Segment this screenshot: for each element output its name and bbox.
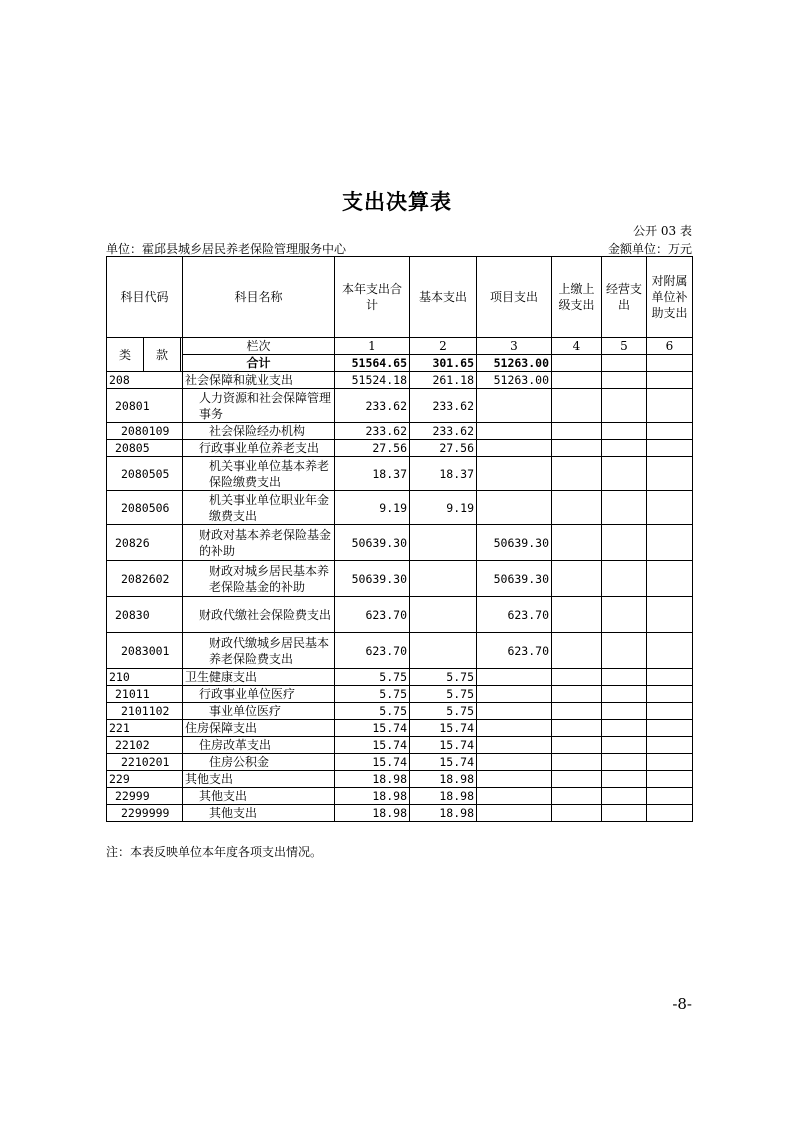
row-name: 社会保险经办机构 bbox=[183, 423, 335, 440]
row-empty-cell bbox=[552, 805, 602, 822]
row-empty-cell bbox=[647, 788, 693, 805]
row-project bbox=[477, 788, 552, 805]
col-index-5: 5 bbox=[602, 338, 647, 355]
row-empty-cell bbox=[552, 754, 602, 771]
row-project bbox=[477, 737, 552, 754]
row-project bbox=[477, 669, 552, 686]
table-row bbox=[107, 771, 693, 788]
row-total: 623.70 bbox=[335, 597, 410, 633]
row-empty-cell bbox=[647, 525, 693, 561]
row-total: 15.74 bbox=[335, 754, 410, 771]
row-basic: 15.74 bbox=[410, 720, 477, 737]
row-basic: 18.98 bbox=[410, 805, 477, 822]
row-empty-cell bbox=[647, 703, 693, 720]
column-index-row bbox=[107, 338, 693, 355]
row-empty-cell bbox=[647, 597, 693, 633]
row-total: 50639.30 bbox=[335, 525, 410, 561]
row-empty-cell bbox=[647, 633, 693, 669]
row-code: 20805 bbox=[107, 440, 183, 457]
row-basic: 15.74 bbox=[410, 737, 477, 754]
table-row bbox=[107, 703, 693, 720]
row-empty-cell bbox=[602, 597, 647, 633]
row-name: 行政事业单位医疗 bbox=[183, 686, 335, 703]
row-total: 15.74 bbox=[335, 720, 410, 737]
row-empty-cell bbox=[647, 372, 693, 389]
table-row bbox=[107, 525, 693, 561]
row-total: 5.75 bbox=[335, 686, 410, 703]
row-basic: 18.98 bbox=[410, 771, 477, 788]
table-row bbox=[107, 754, 693, 771]
row-total: 15.74 bbox=[335, 737, 410, 754]
row-code: 221 bbox=[107, 720, 183, 737]
total-project: 51263.00 bbox=[477, 355, 552, 372]
row-basic: 5.75 bbox=[410, 669, 477, 686]
row-empty-cell bbox=[647, 771, 693, 788]
row-project bbox=[477, 805, 552, 822]
row-empty-cell bbox=[602, 686, 647, 703]
row-project: 623.70 bbox=[477, 633, 552, 669]
row-empty-cell bbox=[647, 440, 693, 457]
row-empty-cell bbox=[602, 771, 647, 788]
row-code: 20826 bbox=[107, 525, 183, 561]
table-row bbox=[107, 633, 693, 669]
row-empty-cell bbox=[647, 737, 693, 754]
row-name: 事业单位医疗 bbox=[183, 703, 335, 720]
row-empty-cell bbox=[552, 372, 602, 389]
header-kuan: 款 bbox=[144, 338, 181, 372]
header-name: 科目名称 bbox=[183, 257, 335, 338]
page-title: 支出决算表 bbox=[342, 190, 452, 214]
header-business: 经营支出 bbox=[602, 257, 647, 338]
row-basic bbox=[410, 525, 477, 561]
row-empty-cell bbox=[647, 805, 693, 822]
row-basic: 9.19 bbox=[410, 491, 477, 525]
row-name: 行政事业单位养老支出 bbox=[183, 440, 335, 457]
row-empty-cell bbox=[602, 372, 647, 389]
row-name: 其他支出 bbox=[183, 805, 335, 822]
row-basic: 5.75 bbox=[410, 686, 477, 703]
row-total: 50639.30 bbox=[335, 561, 410, 597]
row-name: 机关事业单位职业年金缴费支出 bbox=[183, 491, 335, 525]
row-code: 22999 bbox=[107, 788, 183, 805]
header-subsidy: 对附属单位补助支出 bbox=[647, 257, 693, 338]
header-basic: 基本支出 bbox=[410, 257, 477, 338]
row-name: 其他支出 bbox=[183, 771, 335, 788]
row-empty-cell bbox=[602, 737, 647, 754]
row-name: 卫生健康支出 bbox=[183, 669, 335, 686]
table-row bbox=[107, 491, 693, 525]
row-project bbox=[477, 440, 552, 457]
row-empty-cell bbox=[552, 440, 602, 457]
header-lei: 类 bbox=[107, 338, 144, 372]
row-project bbox=[477, 771, 552, 788]
row-code: 2101102 bbox=[107, 703, 183, 720]
row-code: 2083001 bbox=[107, 633, 183, 669]
row-code: 229 bbox=[107, 771, 183, 788]
row-project bbox=[477, 720, 552, 737]
row-total: 5.75 bbox=[335, 669, 410, 686]
row-name: 住房改革支出 bbox=[183, 737, 335, 754]
row-empty-cell bbox=[602, 720, 647, 737]
row-project bbox=[477, 389, 552, 423]
row-empty-cell bbox=[602, 703, 647, 720]
header-upper: 上缴上级支出 bbox=[552, 257, 602, 338]
header-code: 科目代码 bbox=[107, 257, 183, 338]
row-code: 2080505 bbox=[107, 457, 183, 491]
total-row bbox=[107, 355, 693, 372]
table-body bbox=[107, 372, 693, 822]
table-row bbox=[107, 597, 693, 633]
row-empty-cell bbox=[552, 669, 602, 686]
row-name: 社会保障和就业支出 bbox=[183, 372, 335, 389]
page-number: -8- bbox=[672, 995, 692, 1013]
row-project bbox=[477, 754, 552, 771]
table-row bbox=[107, 372, 693, 389]
row-total: 233.62 bbox=[335, 423, 410, 440]
table-row bbox=[107, 788, 693, 805]
row-code: 20830 bbox=[107, 597, 183, 633]
row-basic: 261.18 bbox=[410, 372, 477, 389]
row-code: 21011 bbox=[107, 686, 183, 703]
row-empty-cell bbox=[552, 423, 602, 440]
row-total: 51524.18 bbox=[335, 372, 410, 389]
col-index-4: 4 bbox=[552, 338, 602, 355]
row-total: 18.37 bbox=[335, 457, 410, 491]
row-empty-cell bbox=[647, 491, 693, 525]
row-project bbox=[477, 423, 552, 440]
row-empty-cell bbox=[552, 561, 602, 597]
row-empty-cell bbox=[602, 525, 647, 561]
header-row bbox=[107, 257, 693, 338]
unit-label: 单位：霍邱县城乡居民养老保险管理服务中心 bbox=[106, 242, 347, 256]
row-empty-cell bbox=[552, 633, 602, 669]
row-empty-cell bbox=[602, 754, 647, 771]
row-empty-cell bbox=[647, 669, 693, 686]
row-name: 财政对城乡居民基本养老保险基金的补助 bbox=[183, 561, 335, 597]
table-row bbox=[107, 389, 693, 423]
row-code: 2210201 bbox=[107, 754, 183, 771]
row-basic: 233.62 bbox=[410, 423, 477, 440]
row-code: 2080506 bbox=[107, 491, 183, 525]
amount-unit-label: 金额单位：万元 bbox=[607, 242, 692, 256]
row-project: 50639.30 bbox=[477, 525, 552, 561]
total-basic: 301.65 bbox=[410, 355, 477, 372]
row-basic: 15.74 bbox=[410, 754, 477, 771]
col-index-3: 3 bbox=[477, 338, 552, 355]
row-project bbox=[477, 703, 552, 720]
row-empty-cell bbox=[647, 720, 693, 737]
row-empty-cell bbox=[552, 491, 602, 525]
row-project bbox=[477, 686, 552, 703]
row-empty-cell bbox=[602, 440, 647, 457]
expenditure-table bbox=[106, 256, 693, 822]
row-name: 住房保障支出 bbox=[183, 720, 335, 737]
row-code: 208 bbox=[107, 372, 183, 389]
row-basic bbox=[410, 633, 477, 669]
row-empty-cell bbox=[552, 525, 602, 561]
table-row bbox=[107, 561, 693, 597]
row-empty-cell bbox=[552, 703, 602, 720]
row-empty-cell bbox=[552, 720, 602, 737]
row-total: 5.75 bbox=[335, 703, 410, 720]
row-basic: 233.62 bbox=[410, 389, 477, 423]
row-total: 623.70 bbox=[335, 633, 410, 669]
table-row bbox=[107, 720, 693, 737]
row-code: 22102 bbox=[107, 737, 183, 754]
row-name: 人力资源和社会保障管理事务 bbox=[183, 389, 335, 423]
header-lanci: 栏次 bbox=[183, 338, 335, 355]
table-row bbox=[107, 686, 693, 703]
row-basic: 18.98 bbox=[410, 788, 477, 805]
row-total: 18.98 bbox=[335, 805, 410, 822]
row-empty-cell bbox=[647, 389, 693, 423]
row-project: 50639.30 bbox=[477, 561, 552, 597]
row-empty-cell bbox=[647, 561, 693, 597]
row-empty-cell bbox=[602, 669, 647, 686]
row-basic: 18.37 bbox=[410, 457, 477, 491]
total-label: 合计 bbox=[183, 355, 335, 372]
row-empty-cell bbox=[602, 561, 647, 597]
row-empty-cell bbox=[552, 597, 602, 633]
row-empty-cell bbox=[602, 423, 647, 440]
row-empty-cell bbox=[552, 457, 602, 491]
row-total: 18.98 bbox=[335, 771, 410, 788]
row-empty-cell bbox=[602, 788, 647, 805]
row-code: 2080109 bbox=[107, 423, 183, 440]
row-empty-cell bbox=[552, 771, 602, 788]
row-basic: 5.75 bbox=[410, 703, 477, 720]
col-index-2: 2 bbox=[410, 338, 477, 355]
row-project: 51263.00 bbox=[477, 372, 552, 389]
row-basic: 27.56 bbox=[410, 440, 477, 457]
row-name: 财政代缴社会保险费支出 bbox=[183, 597, 335, 633]
table-note: 注：本表反映单位本年度各项支出情况。 bbox=[106, 845, 323, 859]
header-total: 本年支出合计 bbox=[335, 257, 410, 338]
table-row bbox=[107, 440, 693, 457]
table-row bbox=[107, 457, 693, 491]
table-row bbox=[107, 737, 693, 754]
table-row bbox=[107, 423, 693, 440]
row-empty-cell bbox=[552, 737, 602, 754]
row-total: 18.98 bbox=[335, 788, 410, 805]
row-empty-cell bbox=[647, 754, 693, 771]
row-empty-cell bbox=[552, 389, 602, 423]
row-empty-cell bbox=[647, 423, 693, 440]
row-code: 2082602 bbox=[107, 561, 183, 597]
row-project bbox=[477, 457, 552, 491]
row-basic bbox=[410, 561, 477, 597]
row-total: 9.19 bbox=[335, 491, 410, 525]
row-empty-cell bbox=[647, 457, 693, 491]
row-total: 27.56 bbox=[335, 440, 410, 457]
row-empty-cell bbox=[602, 805, 647, 822]
row-name: 财政对基本养老保险基金的补助 bbox=[183, 525, 335, 561]
total-amount: 51564.65 bbox=[335, 355, 410, 372]
col-index-1: 1 bbox=[335, 338, 410, 355]
row-name: 住房公积金 bbox=[183, 754, 335, 771]
row-project: 623.70 bbox=[477, 597, 552, 633]
row-empty-cell bbox=[552, 686, 602, 703]
table-row bbox=[107, 805, 693, 822]
row-basic bbox=[410, 597, 477, 633]
row-name: 其他支出 bbox=[183, 788, 335, 805]
row-empty-cell bbox=[647, 686, 693, 703]
row-total: 233.62 bbox=[335, 389, 410, 423]
form-number: 公开 03 表 bbox=[633, 224, 692, 238]
row-name: 财政代缴城乡居民基本养老保险费支出 bbox=[183, 633, 335, 669]
row-project bbox=[477, 491, 552, 525]
row-empty-cell bbox=[602, 457, 647, 491]
col-index-6: 6 bbox=[647, 338, 693, 355]
row-empty-cell bbox=[602, 633, 647, 669]
row-code: 210 bbox=[107, 669, 183, 686]
header-project: 项目支出 bbox=[477, 257, 552, 338]
row-code: 2299999 bbox=[107, 805, 183, 822]
row-name: 机关事业单位基本养老保险缴费支出 bbox=[183, 457, 335, 491]
row-empty-cell bbox=[602, 389, 647, 423]
row-empty-cell bbox=[552, 788, 602, 805]
row-empty-cell bbox=[602, 491, 647, 525]
row-code: 20801 bbox=[107, 389, 183, 423]
table-row bbox=[107, 669, 693, 686]
